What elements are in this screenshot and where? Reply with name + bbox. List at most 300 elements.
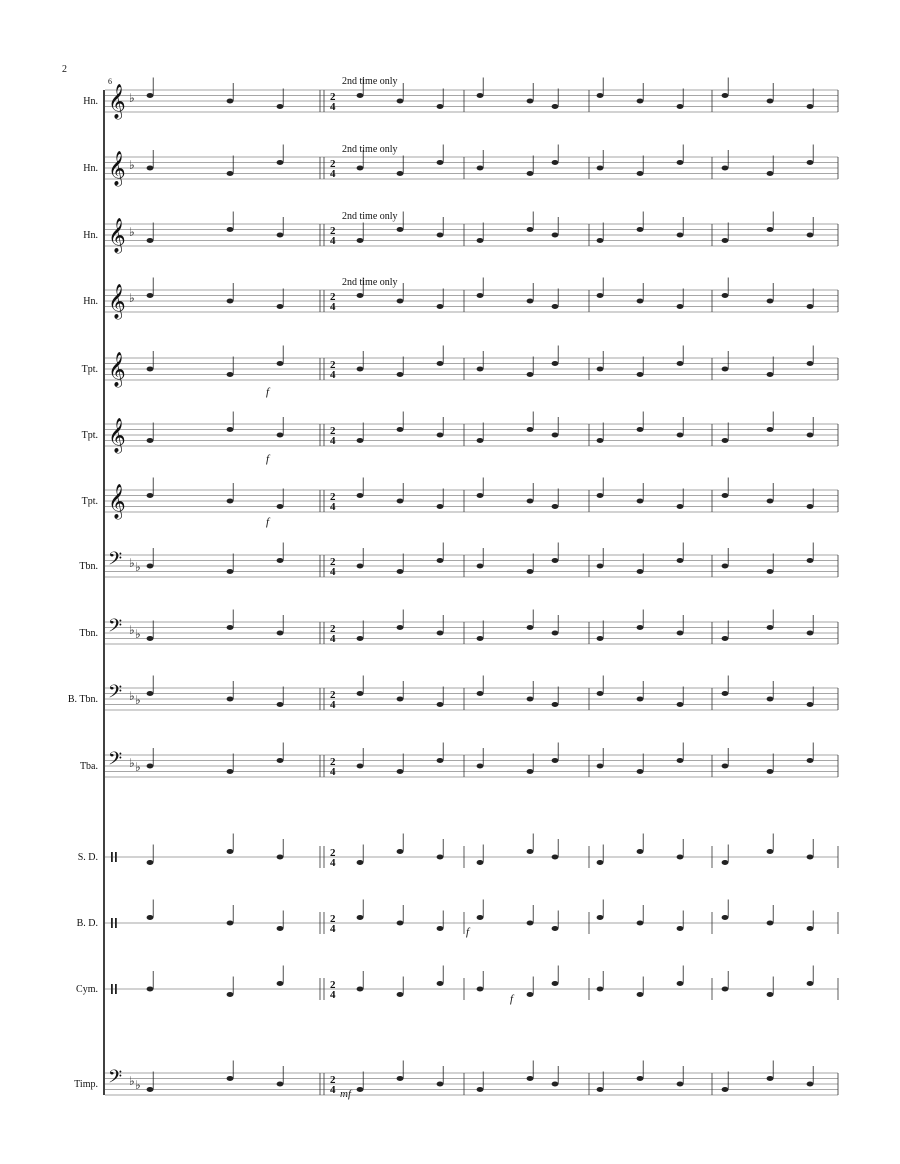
note-head <box>477 438 484 443</box>
note-head <box>477 915 484 920</box>
time-signature-bottom: 4 <box>330 633 336 645</box>
note-head <box>477 293 484 298</box>
note-head <box>437 361 444 366</box>
note-head <box>597 166 604 171</box>
instrument-label: Hn. <box>83 230 98 241</box>
time-signature-bottom: 4 <box>330 699 336 711</box>
note-head <box>277 631 284 636</box>
time-signature-bottom: 4 <box>330 989 336 1001</box>
percussion-clef <box>115 918 117 928</box>
note-head <box>357 238 364 243</box>
note-head <box>227 921 234 926</box>
note-head <box>397 625 404 630</box>
staff-tpt2 <box>82 412 838 455</box>
flat-sign: ♭ <box>135 560 141 574</box>
time-signature-bottom: 4 <box>330 766 336 778</box>
note-head <box>677 433 684 438</box>
note-head <box>437 631 444 636</box>
note-head <box>357 493 364 498</box>
note-head <box>277 702 284 707</box>
note-head <box>527 697 534 702</box>
note-head <box>437 104 444 109</box>
note-head <box>357 564 364 569</box>
note-head <box>147 860 154 865</box>
time-signature-bottom: 4 <box>330 301 336 313</box>
instrument-label: Cym. <box>76 984 98 995</box>
note-head <box>397 299 404 304</box>
note-head <box>767 227 774 232</box>
instrument-label: Hn. <box>83 96 98 107</box>
note-head <box>147 1087 154 1092</box>
note-head <box>437 558 444 563</box>
note-head <box>147 636 154 641</box>
note-head <box>552 304 559 309</box>
time-signature-top: 2 <box>330 979 336 991</box>
note-head <box>437 160 444 165</box>
staff-sd <box>78 834 838 870</box>
flat-sign: ♭ <box>135 760 141 774</box>
note-head <box>397 1076 404 1081</box>
flat-sign: ♭ <box>129 623 135 637</box>
note-head <box>527 427 534 432</box>
note-head <box>477 1087 484 1092</box>
note-head <box>677 1082 684 1087</box>
note-head <box>147 493 154 498</box>
note-head <box>277 558 284 563</box>
note-head <box>147 293 154 298</box>
note-head <box>767 171 774 176</box>
note-head <box>277 1082 284 1087</box>
note-head <box>767 299 774 304</box>
note-head <box>277 504 284 509</box>
instrument-label: S. D. <box>77 852 98 863</box>
note-head <box>437 433 444 438</box>
time-signature-bottom: 4 <box>330 369 336 381</box>
flat-sign: ♭ <box>129 225 135 239</box>
staff-hn4 <box>83 278 838 321</box>
time-signature-top: 2 <box>330 291 336 303</box>
note-head <box>477 860 484 865</box>
note-head <box>722 764 729 769</box>
note-head <box>552 631 559 636</box>
note-head <box>437 504 444 509</box>
note-head <box>527 992 534 997</box>
note-head <box>597 987 604 992</box>
note-head <box>637 992 644 997</box>
treble-clef: 𝄞 <box>108 419 126 452</box>
bass-clef: 𝄢 <box>108 1066 123 1091</box>
note-head <box>477 493 484 498</box>
note-head <box>637 171 644 176</box>
note-head <box>397 769 404 774</box>
note-head <box>357 764 364 769</box>
note-head <box>597 691 604 696</box>
note-head <box>807 233 814 238</box>
flat-sign: ♭ <box>135 1078 141 1092</box>
note-head <box>147 367 154 372</box>
note-head <box>677 504 684 509</box>
note-head <box>722 860 729 865</box>
note-head <box>397 171 404 176</box>
percussion-clef <box>111 852 113 862</box>
note-head <box>147 166 154 171</box>
dynamic-f-bd: f <box>466 926 470 938</box>
treble-clef: 𝄞 <box>108 353 126 386</box>
time-signature-top: 2 <box>330 1074 336 1086</box>
note-head <box>637 769 644 774</box>
note-head <box>357 691 364 696</box>
time-signature-top: 2 <box>330 756 336 768</box>
note-head <box>477 367 484 372</box>
instrument-label: B. D. <box>76 918 98 929</box>
note-head <box>552 160 559 165</box>
percussion-clef <box>111 984 113 994</box>
treble-clef: 𝄞 <box>108 219 126 252</box>
note-head <box>552 855 559 860</box>
note-head <box>477 691 484 696</box>
note-head <box>767 921 774 926</box>
note-head <box>527 372 534 377</box>
staff-bd <box>77 900 838 936</box>
note-head <box>722 493 729 498</box>
note-head <box>397 372 404 377</box>
note-head <box>767 625 774 630</box>
note-head <box>677 702 684 707</box>
instrument-label: Tpt. <box>81 430 98 441</box>
note-head <box>677 758 684 763</box>
staff-hn1 <box>83 78 838 121</box>
instrument-label: Tbn. <box>79 628 98 639</box>
note-head <box>357 1087 364 1092</box>
dynamic-f-cym: f <box>510 993 514 1005</box>
note-head <box>722 438 729 443</box>
note-head <box>397 992 404 997</box>
flat-sign: ♭ <box>129 756 135 770</box>
percussion-clef <box>111 918 113 928</box>
flat-sign: ♭ <box>129 91 135 105</box>
note-head <box>357 860 364 865</box>
note-head <box>147 987 154 992</box>
note-head <box>357 636 364 641</box>
note-head <box>527 625 534 630</box>
note-head <box>227 992 234 997</box>
note-head <box>147 438 154 443</box>
time-signature-bottom: 4 <box>330 923 336 935</box>
flat-sign: ♭ <box>129 291 135 305</box>
note-head <box>637 99 644 104</box>
note-head <box>437 233 444 238</box>
note-head <box>227 372 234 377</box>
annotation-2nd-time-hn2 <box>342 144 398 155</box>
note-head <box>637 849 644 854</box>
staff-tpt3 <box>82 478 838 521</box>
dynamic-f-tpt2: f <box>266 453 270 465</box>
flat-sign: ♭ <box>129 689 135 703</box>
note-head <box>807 631 814 636</box>
note-head <box>637 499 644 504</box>
treble-clef: 𝄞 <box>108 85 126 118</box>
note-head <box>637 569 644 574</box>
note-head <box>637 372 644 377</box>
staff-hn3 <box>83 212 838 255</box>
flat-sign: ♭ <box>129 158 135 172</box>
note-head <box>437 1082 444 1087</box>
instrument-label: Tpt. <box>81 496 98 507</box>
percussion-clef <box>115 984 117 994</box>
note-head <box>277 981 284 986</box>
note-head <box>277 433 284 438</box>
note-head <box>677 233 684 238</box>
note-head <box>722 367 729 372</box>
staff-tbn1 <box>79 543 838 579</box>
note-head <box>722 1087 729 1092</box>
note-head <box>227 1076 234 1081</box>
note-head <box>527 99 534 104</box>
note-head <box>637 299 644 304</box>
note-head <box>552 361 559 366</box>
note-head <box>527 171 534 176</box>
note-head <box>147 238 154 243</box>
note-head <box>477 238 484 243</box>
bass-clef: 𝄢 <box>108 548 123 573</box>
note-head <box>552 981 559 986</box>
note-head <box>227 625 234 630</box>
note-head <box>527 849 534 854</box>
note-head <box>807 702 814 707</box>
note-head <box>807 926 814 931</box>
staff-btbn <box>68 676 838 712</box>
note-head <box>227 499 234 504</box>
note-head <box>477 93 484 98</box>
treble-clef: 𝄞 <box>108 485 126 518</box>
note-head <box>552 433 559 438</box>
note-head <box>807 758 814 763</box>
note-head <box>227 299 234 304</box>
note-head <box>597 238 604 243</box>
note-head <box>677 855 684 860</box>
note-head <box>767 499 774 504</box>
note-head <box>357 915 364 920</box>
note-head <box>637 697 644 702</box>
time-signature-bottom: 4 <box>330 857 336 869</box>
note-head <box>767 99 774 104</box>
note-head <box>277 160 284 165</box>
note-head <box>722 238 729 243</box>
note-head <box>277 233 284 238</box>
note-head <box>637 921 644 926</box>
note-head <box>397 921 404 926</box>
svg-text:2nd time only: 2nd time only <box>342 211 398 222</box>
instrument-label: Hn. <box>83 163 98 174</box>
note-head <box>552 504 559 509</box>
staff-cym <box>76 966 838 1002</box>
note-head <box>597 93 604 98</box>
flat-sign: ♭ <box>129 556 135 570</box>
note-head <box>227 849 234 854</box>
note-head <box>397 499 404 504</box>
note-head <box>807 433 814 438</box>
note-head <box>397 569 404 574</box>
note-head <box>227 171 234 176</box>
note-head <box>527 499 534 504</box>
note-head <box>677 558 684 563</box>
dynamic-f-tpt1: f <box>266 386 270 398</box>
note-head <box>357 367 364 372</box>
percussion-clef <box>115 852 117 862</box>
note-head <box>397 427 404 432</box>
bass-clef: 𝄢 <box>108 615 123 640</box>
note-head <box>437 702 444 707</box>
note-head <box>767 697 774 702</box>
note-head <box>477 987 484 992</box>
note-head <box>767 992 774 997</box>
note-head <box>807 855 814 860</box>
note-head <box>597 293 604 298</box>
note-head <box>277 361 284 366</box>
note-head <box>677 926 684 931</box>
note-head <box>437 304 444 309</box>
note-head <box>637 625 644 630</box>
note-head <box>527 1076 534 1081</box>
note-head <box>357 438 364 443</box>
note-head <box>597 636 604 641</box>
note-head <box>552 558 559 563</box>
instrument-label: Tba. <box>79 761 98 772</box>
annotation-2nd-time-hn4 <box>342 277 398 288</box>
annotation-2nd-time-hn3 <box>342 211 398 222</box>
staff-tpt1 <box>82 346 838 389</box>
note-head <box>722 636 729 641</box>
note-head <box>397 697 404 702</box>
note-head <box>357 293 364 298</box>
note-head <box>147 691 154 696</box>
note-head <box>397 99 404 104</box>
note-head <box>397 849 404 854</box>
note-head <box>437 926 444 931</box>
treble-clef: 𝄞 <box>108 285 126 318</box>
note-head <box>437 758 444 763</box>
note-head <box>767 1076 774 1081</box>
time-signature-bottom: 4 <box>330 1084 336 1096</box>
note-head <box>437 981 444 986</box>
note-head <box>597 493 604 498</box>
bass-clef: 𝄢 <box>108 748 123 773</box>
note-head <box>722 691 729 696</box>
note-head <box>807 504 814 509</box>
note-head <box>527 299 534 304</box>
note-head <box>597 438 604 443</box>
time-signature-top: 2 <box>330 425 336 437</box>
note-head <box>677 160 684 165</box>
note-head <box>527 921 534 926</box>
note-head <box>677 361 684 366</box>
note-head <box>722 564 729 569</box>
note-head <box>677 104 684 109</box>
note-head <box>277 304 284 309</box>
staff-hn2 <box>83 145 838 188</box>
note-head <box>807 160 814 165</box>
note-head <box>277 104 284 109</box>
note-head <box>767 427 774 432</box>
svg-text:2nd time only: 2nd time only <box>342 277 398 288</box>
note-head <box>477 564 484 569</box>
note-head <box>227 227 234 232</box>
svg-text:2nd time only: 2nd time only <box>342 76 398 87</box>
note-head <box>147 564 154 569</box>
note-head <box>277 926 284 931</box>
note-head <box>552 926 559 931</box>
note-head <box>552 233 559 238</box>
note-head <box>807 981 814 986</box>
note-head <box>637 1076 644 1081</box>
note-head <box>597 1087 604 1092</box>
staff-tba <box>80 743 838 779</box>
note-head <box>227 99 234 104</box>
note-head <box>597 860 604 865</box>
note-head <box>637 227 644 232</box>
note-head <box>227 697 234 702</box>
measure-number: 6 <box>108 77 112 86</box>
note-head <box>397 227 404 232</box>
note-head <box>527 769 534 774</box>
note-head <box>807 361 814 366</box>
note-head <box>527 227 534 232</box>
note-head <box>722 915 729 920</box>
note-head <box>552 1082 559 1087</box>
note-head <box>552 758 559 763</box>
note-head <box>807 304 814 309</box>
note-head <box>552 104 559 109</box>
instrument-label: Hn. <box>83 296 98 307</box>
note-head <box>477 764 484 769</box>
note-head <box>597 367 604 372</box>
note-head <box>552 702 559 707</box>
note-head <box>227 427 234 432</box>
note-head <box>357 166 364 171</box>
note-head <box>722 293 729 298</box>
note-head <box>722 987 729 992</box>
note-head <box>722 93 729 98</box>
note-head <box>597 564 604 569</box>
time-signature-top: 2 <box>330 359 336 371</box>
time-signature-top: 2 <box>330 556 336 568</box>
note-head <box>767 372 774 377</box>
note-head <box>437 855 444 860</box>
instrument-label: Timp. <box>74 1079 98 1090</box>
flat-sign: ♭ <box>129 1074 135 1088</box>
staff-system <box>68 78 838 1097</box>
instrument-label: Tbn. <box>79 561 98 572</box>
time-signature-top: 2 <box>330 847 336 859</box>
note-head <box>227 769 234 774</box>
note-head <box>597 915 604 920</box>
note-head <box>147 764 154 769</box>
note-head <box>357 93 364 98</box>
staff-timp <box>74 1061 838 1097</box>
time-signature-top: 2 <box>330 689 336 701</box>
time-signature-bottom: 4 <box>330 435 336 447</box>
time-signature-bottom: 4 <box>330 501 336 513</box>
note-head <box>277 855 284 860</box>
note-head <box>277 758 284 763</box>
time-signature-top: 2 <box>330 225 336 237</box>
flat-sign: ♭ <box>135 693 141 707</box>
note-head <box>767 849 774 854</box>
annotation-2nd-time-hn1 <box>342 76 398 87</box>
time-signature-bottom: 4 <box>330 566 336 578</box>
note-head <box>722 166 729 171</box>
note-head <box>807 104 814 109</box>
